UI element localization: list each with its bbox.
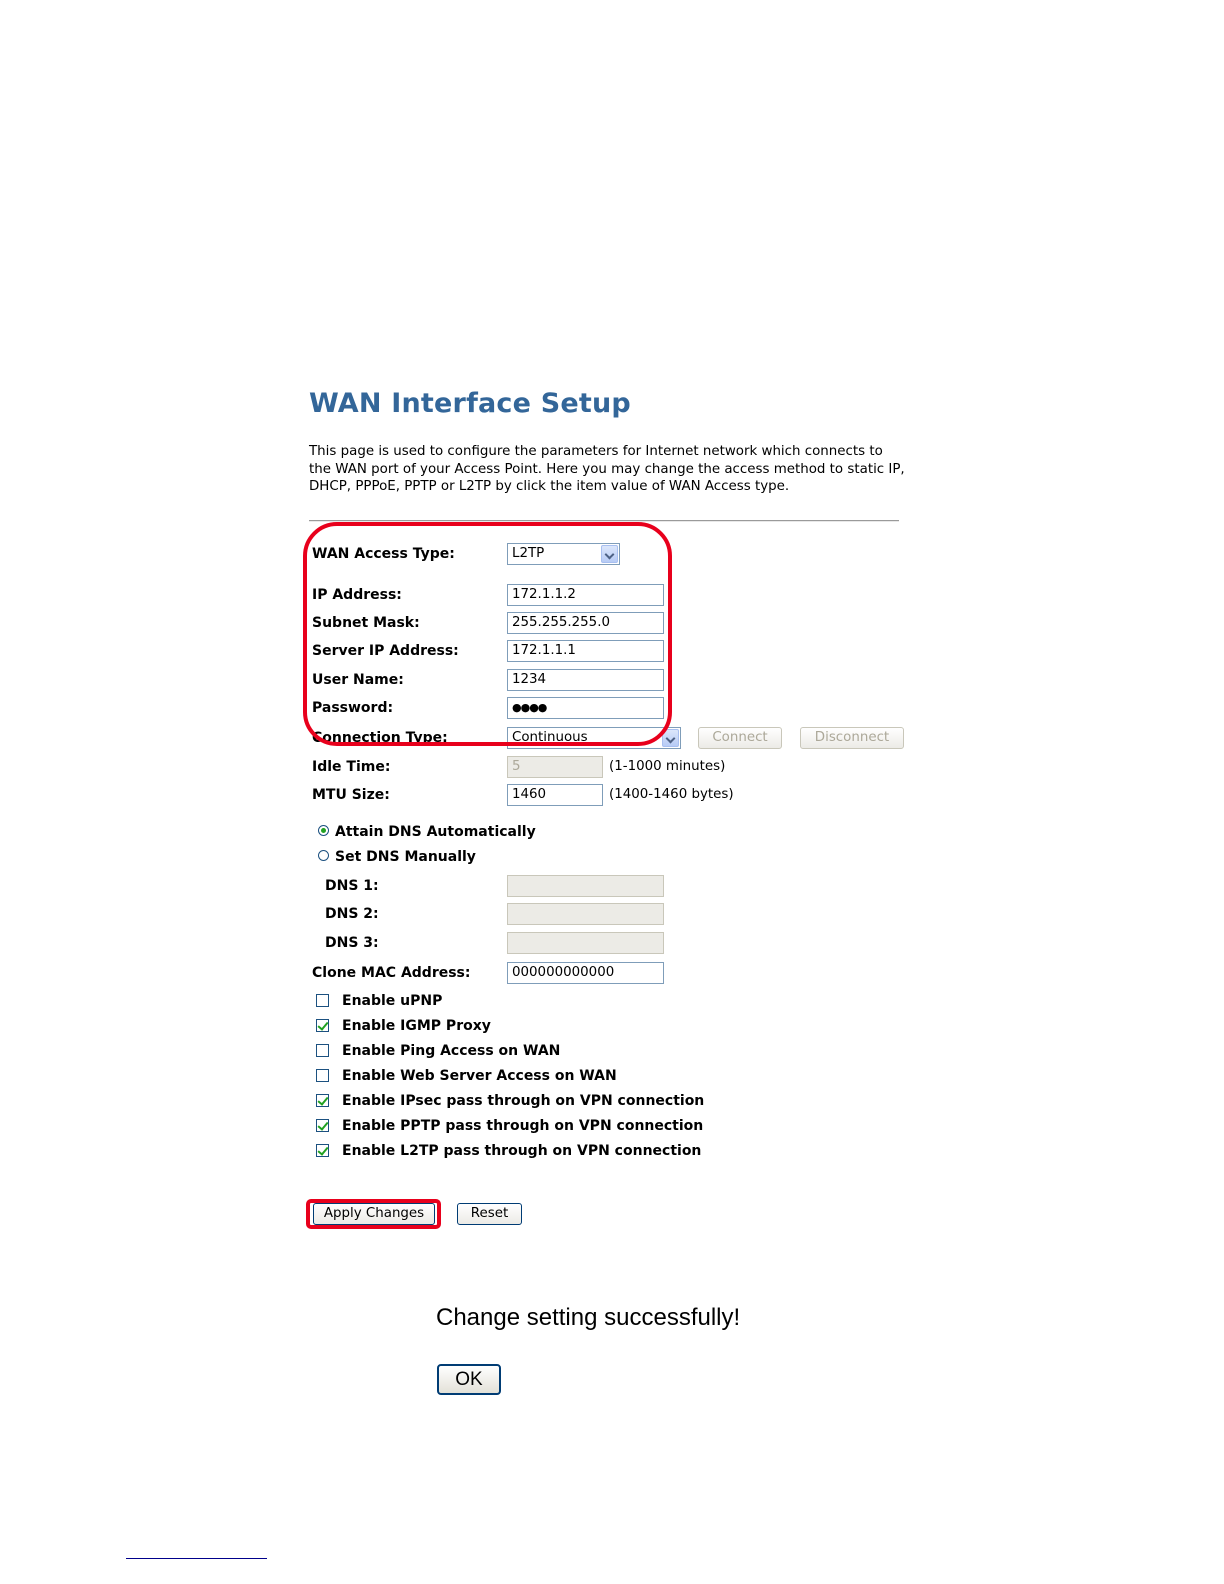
subnet-mask-label: Subnet Mask: [312,615,420,631]
clone-mac-label: Clone MAC Address: [312,965,471,981]
upnp-label: Enable uPNP [342,993,443,1009]
dns1-label: DNS 1: [325,878,379,894]
l2tp-passthrough-checkbox[interactable] [316,1144,329,1157]
connection-type-value: Continuous [512,730,588,745]
footer-line [126,1558,267,1559]
page-title: WAN Interface Setup [309,388,631,419]
dns-auto-label: Attain DNS Automatically [335,824,536,840]
web-server-wan-label: Enable Web Server Access on WAN [342,1068,617,1084]
upnp-checkbox[interactable] [316,994,329,1007]
l2tp-passthrough-label: Enable L2TP pass through on VPN connection [342,1143,702,1159]
server-ip-label: Server IP Address: [312,643,459,659]
apply-changes-button[interactable]: Apply Changes [313,1203,435,1225]
igmp-proxy-checkbox[interactable] [316,1019,329,1032]
ipsec-passthrough-label: Enable IPsec pass through on VPN connection [342,1093,705,1109]
mtu-size-input[interactable]: 1460 [507,784,603,806]
connection-type-label: Connection Type: [312,730,448,746]
wan-access-type-value: L2TP [512,546,545,561]
user-name-label: User Name: [312,672,404,688]
connect-button[interactable]: Connect [698,727,782,749]
highlight-oval [303,522,672,746]
subnet-mask-input[interactable]: 255.255.255.0 [507,612,664,634]
ipsec-passthrough-checkbox[interactable] [316,1094,329,1107]
dns2-label: DNS 2: [325,906,379,922]
ok-button[interactable]: OK [437,1364,501,1395]
ping-wan-checkbox[interactable] [316,1044,329,1057]
password-input[interactable]: ●●●● [507,697,664,719]
mtu-size-hint: (1400-1460 bytes) [609,787,734,802]
idle-time-input[interactable]: 5 [507,756,603,778]
dns3-label: DNS 3: [325,935,379,951]
dns3-input[interactable] [507,932,664,954]
password-label: Password: [312,700,394,716]
dns-manual-radio[interactable] [318,850,329,861]
reset-button[interactable]: Reset [457,1203,522,1225]
mtu-size-label: MTU Size: [312,787,390,803]
idle-time-hint: (1-1000 minutes) [609,759,726,774]
dns-manual-label: Set DNS Manually [335,849,476,865]
server-ip-input[interactable]: 172.1.1.1 [507,640,664,662]
success-message: Change setting successfully! [436,1304,741,1331]
dns1-input[interactable] [507,875,664,897]
web-server-wan-checkbox[interactable] [316,1069,329,1082]
clone-mac-input[interactable]: 000000000000 [507,962,664,984]
ping-wan-label: Enable Ping Access on WAN [342,1043,561,1059]
user-name-input[interactable]: 1234 [507,669,664,691]
disconnect-button[interactable]: Disconnect [800,727,904,749]
page-description: This page is used to configure the parameters for Internet network which connects to the WAN port of your Access Point. Here you may change the access method to static IP, DHCP, PPPoE, PPTP or L2TP by click the item value of WAN Access type. [309,444,905,494]
wan-access-type-label: WAN Access Type: [312,546,455,562]
ip-address-label: IP Address: [312,587,402,603]
dns-auto-radio[interactable] [318,825,329,836]
idle-time-label: Idle Time: [312,759,391,775]
ip-address-input[interactable]: 172.1.1.2 [507,584,664,606]
pptp-passthrough-label: Enable PPTP pass through on VPN connection [342,1118,704,1134]
pptp-passthrough-checkbox[interactable] [316,1119,329,1132]
igmp-proxy-label: Enable IGMP Proxy [342,1018,491,1034]
dns2-input[interactable] [507,903,664,925]
highlight-rect [306,1199,441,1229]
